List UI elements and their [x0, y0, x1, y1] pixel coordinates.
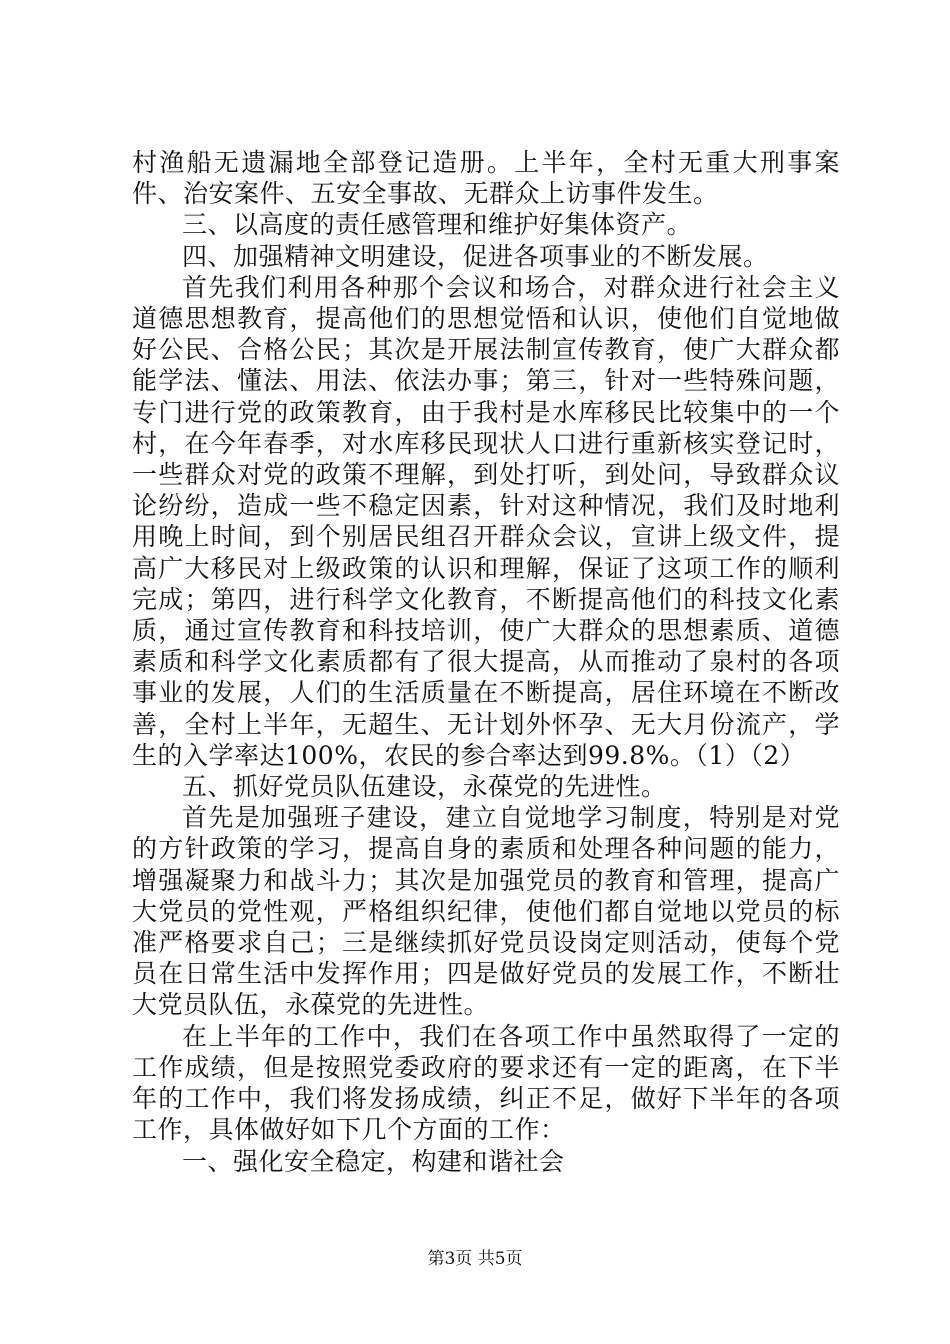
paragraph-civic-education: 首先我们利用各种那个会议和场合，对群众进行社会主义道德思想教育，提高他们的思想觉悟和认识，使他们自觉地做好公民、合格公民；其次是开展法制宣传教育，使广大群众都能学法、懂法、用法、依法办事；第三，针对一些特殊问题，专门进行党的政策教育，由于我村是水库移民比较集中的一个村，在今年春季，对水库移民现状人口进行重新核实登记时，一些群众对党的政策不理解，到处打听，到处问，导致群众议论纷纷，造成一些不稳定因素，针对这种情况，我们及时地利用晚上时间，到个别居民组召开群众会议，宣讲上级文件，提高广大移民对上级政策的认识和理解，保证了这项工作的顺利完成；第四，进行科学文化教育，不断提高他们的科技文化素质，通过宣传教育和科技培训，使广大群众的思想素质、道德素质和科学文化素质都有了很大提高，从而推动了泉村的各项事业的发展，人们的生活质量在不断提高，居住环境在不断改善，全村上半年，无超生、无计划外怀孕、无大月份流产，学生的入学率达100%，农民的参合率达到99.8%。（1）（2）: [132, 272, 840, 770]
section-heading-5: 五、抓好党员队伍建设，永葆党的先进性。: [182, 772, 667, 802]
page-footer: 第3页 共5页: [427, 1249, 523, 1269]
paragraph-party-building: 首先是加强班子建设，建立自觉地学习制度，特别是对党的方针政策的学习，提高自身的素质和处理各种问题的能力，增强凝聚力和战斗力；其次是加强党员的教育和管理，提高广大党员的党性观，严格组织纪律，使他们都自觉地以党员的标准严格要求自己；三是继续抓好党员设岗定则活动，使每个党员在日常生活中发挥作用；四是做好党员的发展工作，不断壮大党员队伍，永葆党的先进性。: [132, 803, 840, 1020]
paragraph-continuation: 村渔船无遗漏地全部登记造册。上半年，全村无重大刑事案件、治安案件、五安全事故、无群众上访事件发生。: [132, 148, 840, 209]
section-heading-4: 四、加强精神文明建设，促进各项事业的不断发展。: [182, 241, 769, 271]
section-heading-plan-1: 一、强化安全稳定，构建和谐社会: [182, 1146, 565, 1176]
document-body: [132, 147, 840, 1177]
paragraph-summary: 在上半年的工作中，我们在各项工作中虽然取得了一定的工作成绩，但是按照党委政府的要求还有一定的距离，在下半年的工作中，我们将发扬成绩，纠正不足，做好下半年的各项工作，具体做好如下几个方面的工作：: [132, 1021, 840, 1145]
section-heading-3: 三、以高度的责任感管理和维护好集体资产。: [182, 210, 693, 240]
